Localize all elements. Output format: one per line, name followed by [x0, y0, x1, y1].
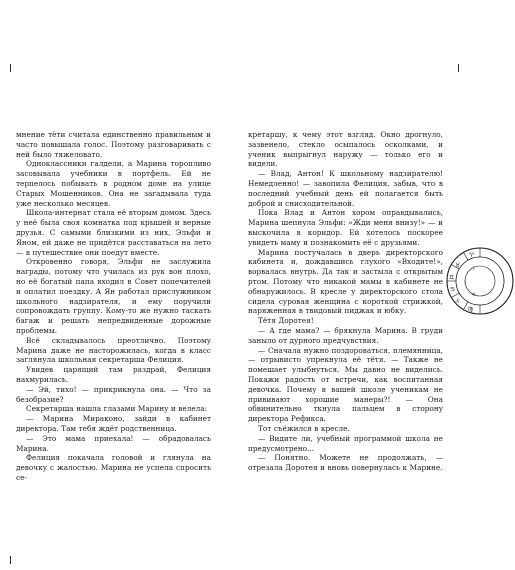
paragraph: Всё складывалось преотлично. Поэтому Марина даже не насторожилась, когда в класс заглянула школьная секретарша Фелиция. — [16, 335, 211, 365]
svg-text:♉: ♉ — [455, 262, 461, 269]
paragraph: — Сначала нужно поздороваться, племянница, — отрывисто упрекнула её тётя. — Также не помешает улыбнуться. Мы давно не виделись. Покажи радость от встречи, как воспитанная девочка. Почему в вашей школе ученикам не прививают хорошие манеры?! — Она обвинительно ткнула пальцем в сторону директора Рефикса. — [248, 345, 443, 424]
paragraph: Марина постучалась в дверь директорского кабинета и, дождавшись глухого «Входите!», ворвалась внутрь. Да так и застыла с открытым ртом. Потому что никакой мамы в кабинете не обнаружилось. В кресле у директорского стола сидела суровая женщина с короткой стрижкой, наряженная в твидовый пиджак и юбку. — [248, 247, 443, 316]
svg-text:♃: ♃ — [471, 292, 476, 298]
crop-mark-bottom-left — [10, 556, 11, 564]
paragraph: Увидев царящий там раздрай, Фелиция нахмурилась. — [16, 365, 211, 384]
paragraph: — Влад, Антон! К школьному надзирателю! Немедленно! — завопила Фелиция, забыв, что в последний учебный день ей полагается быть доброй и снисходительной. — [248, 169, 443, 208]
paragraph: Школа-интернат стала её вторым домом. Здесь у неё была своя комнатка под крышей и верные друзья. С самыми близкими из них, Эльфи и Яном, ей даже не придётся расставаться на лето — в путешествие они поедут вместе. — [16, 208, 211, 257]
zodiac-wheel-icon — [445, 246, 515, 316]
paragraph: — Это мама приехала! — обрадовалась Марина. — [16, 433, 211, 453]
paragraph: Пока Влад и Антон хором оправдывались, Марина шепнула Эльфи: «Жди меня внизу!» — и выскочила в коридор. Ей хотелось поскорее увидеть маму и познакомить её с друзьями. — [248, 208, 443, 247]
paragraph: — Видите ли, учебный программой школа не предусмотрено... — [248, 433, 443, 453]
paragraph: Фелиция покачала головой и глянула на девочку с жалостью. Марина не успела спросить се- — [16, 453, 211, 482]
paragraph: — Марина Мираконо, зайди в кабинет директора. Там тебя ждёт родственница. — [16, 414, 211, 433]
svg-text:♊: ♊ — [449, 274, 455, 281]
crop-mark-top-right — [458, 64, 459, 72]
svg-text:♍: ♍ — [468, 306, 474, 313]
svg-text:☉: ☉ — [471, 266, 476, 272]
crop-mark-top-left — [10, 64, 11, 72]
paragraph: кретаршу, к чему этот взгляд. Окно дрогнуло, зазвенело, стекло осыпалось осколками, и ученик выпрыгнул наружу — только его и видели. — [248, 130, 443, 169]
left-page-text — [16, 130, 211, 483]
svg-text:♈: ♈ — [469, 252, 475, 259]
paragraph: — Эй, тихо! — прикрикнула она. — Что за безобразие? — [16, 384, 211, 404]
paragraph: Секретарша нашла глазами Марину и велела: — [26, 404, 208, 414]
svg-text:☽: ☽ — [462, 280, 467, 286]
paragraph: Откровенно говоря, Эльфи не заслужила награды, потому что училась из рук вон плохо, но её богатый папа входил в Совет попечителей и оплатил поездку. А Ян работал прислужником школьного надзирателя, и ему поручили сопровождать группу. Кому-то же нужно таскать багаж и решать непредвиденные дорожные проблемы. — [16, 257, 211, 335]
right-page — [248, 130, 443, 550]
paragraph: — Понятно. Можете не продолжать, — отрезала Доротея и вновь повернулась к Марине. — [248, 453, 443, 473]
paragraph: Тот съёжился в кресле. — [258, 423, 350, 433]
paragraph: Тётя Доротея! — [258, 316, 314, 326]
paragraph: мнение тёти считала единственно правильным и часто повышала голос. Поэтому разговаривать с ней было тяжеловато. — [16, 130, 211, 159]
left-page — [16, 130, 211, 550]
paragraph: — А где мама? — брякнула Марина. В груди заныло от дурного предчувствия. — [248, 325, 443, 345]
paragraph: Одноклассники галдели, а Марина торопливо засовывала учебники в портфель. Ей не терпелось побывать в родном доме на улице Старых Мошенников. Она не загадывала туда уже несколько месяцев. — [16, 159, 211, 208]
svg-text:♋: ♋ — [450, 286, 456, 293]
right-page-text — [248, 130, 443, 473]
svg-text:♌: ♌ — [455, 298, 461, 305]
